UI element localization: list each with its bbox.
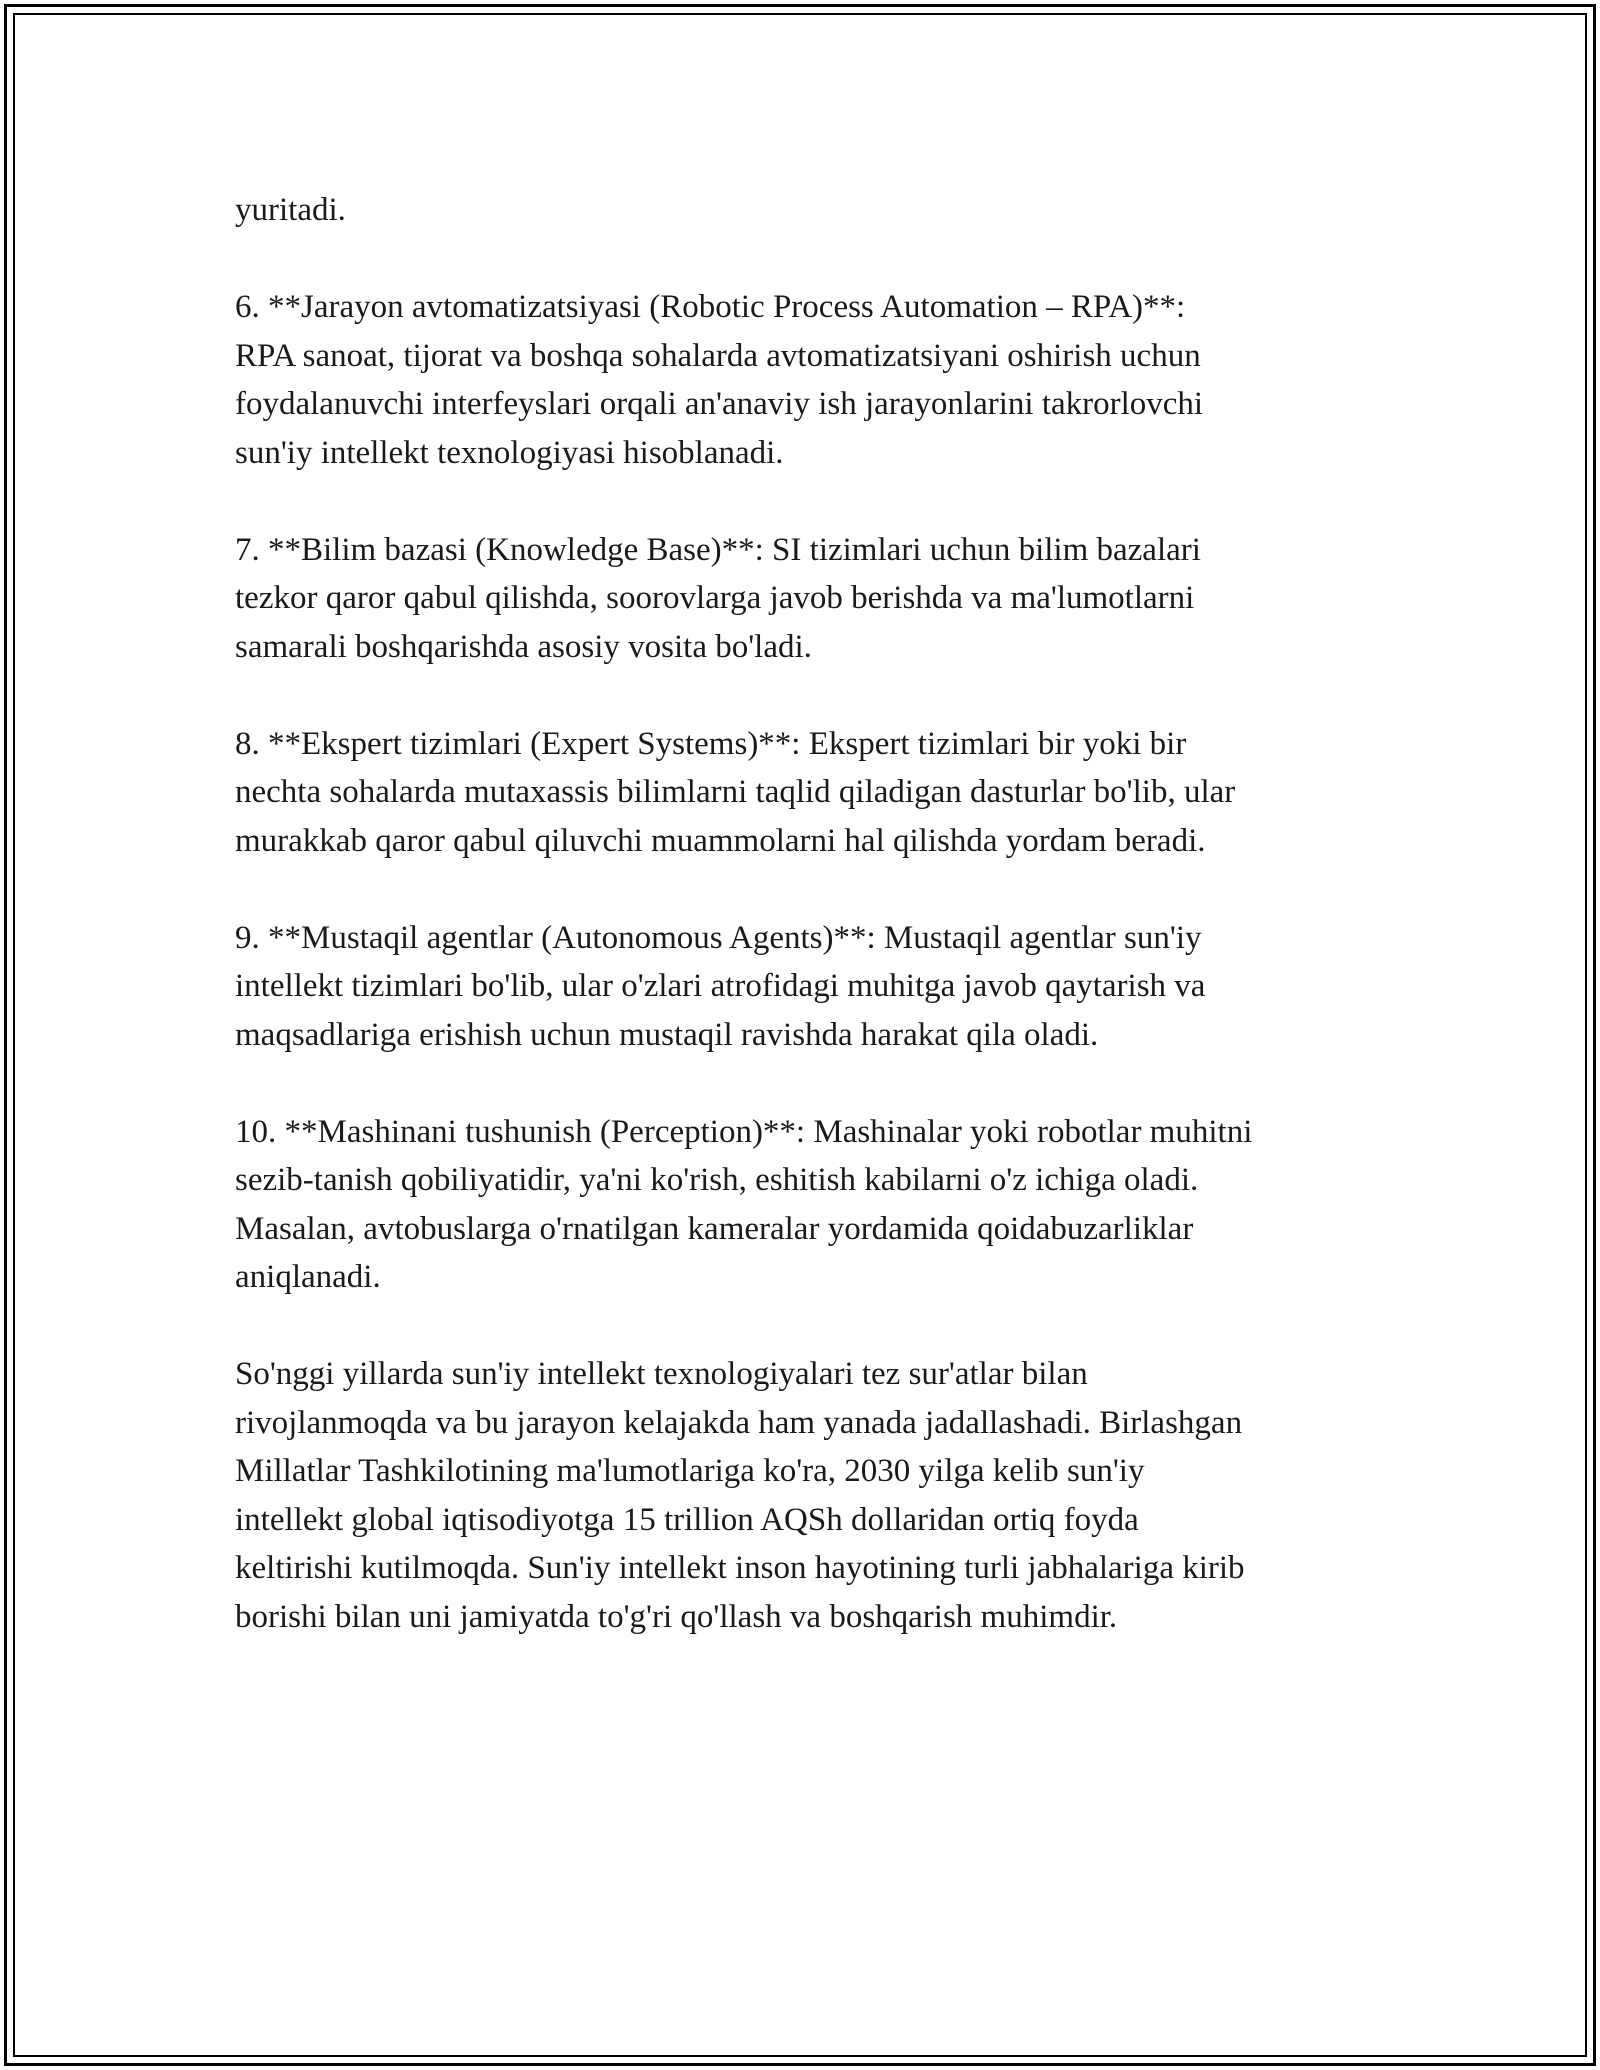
paragraph-item-8-expert-systems: 8. **Ekspert tizimlari (Expert Systems)**: Ekspert tizimlari bir yoki bir nechta sohalarda mutaxassis bilimlarni taqlid qiladigan dasturlar bo'lib, ular murakkab qaror qabul qiluvchi muammolarni hal qilishda yordam beradi.: [235, 725, 1236, 859]
paragraph-item-9-autonomous-agents: 9. **Mustaqil agentlar (Autonomous Agents)**: Mustaqil agentlar sun'iy intellekt tizimlari bo'lib, ular o'zlari atrofidagi muhitga javob qaytarish va maqsadlariga erishish uchun mustaqil ravishda harakat qila oladi.: [235, 919, 1206, 1053]
paragraph-item-10-perception: 10. **Mashinani tushunish (Perception)**: Mashinalar yoki robotlar muhitni sezib-tanish qobiliyatidir, ya'ni ko'rish, eshitish kabilarni o'z ichiga oladi. Masalan, avtobuslarga o'rnatilgan kameralar yordamida qoidabuzarliklar aniqlanadi.: [235, 1113, 1253, 1295]
paragraph-conclusion: So'nggi yillarda sun'iy intellekt texnologiyalari tez sur'atlar bilan rivojlanmoqda va bu jarayon kelajakda ham yanada jadallashadi. Birlashgan Millatlar Tashkilotining ma'lumotlariga ko'ra, 2030 yilga kelib sun'iy intellekt global iqtisodiyotga 15 trillion AQSh dollaridan ortiq foyda keltirishi kutilmoqda. Sun'iy intellekt inson hayotining turli jabhalariga kirib borishi bilan uni jamiyatda to'g'ri qo'llash va boshqarish muhimdir.: [235, 1356, 1245, 1635]
paragraph-continuation: yuritadi.: [235, 192, 346, 228]
paragraph-item-6-rpa: 6. **Jarayon avtomatizatsiyasi (Robotic Process Automation – RPA)**: RPA sanoat, tijorat va boshqa sohalarda avtomatizatsiyani oshirish uchun foydalanuvchi interfeyslari orqali an'anaviy ish jarayonlarini takrorlovchi sun'iy intellekt texnologiyasi hisoblanadi.: [235, 289, 1204, 471]
paragraph-item-7-knowledge-base: 7. **Bilim bazasi (Knowledge Base)**: SI tizimlari uchun bilim bazalari tezkor qaror qabul qilishda, soorovlarga javob berishda va ma'lumotlarni samarali boshqarishda asosiy vosita bo'ladi.: [235, 531, 1201, 665]
document-body: [235, 186, 1385, 1641]
